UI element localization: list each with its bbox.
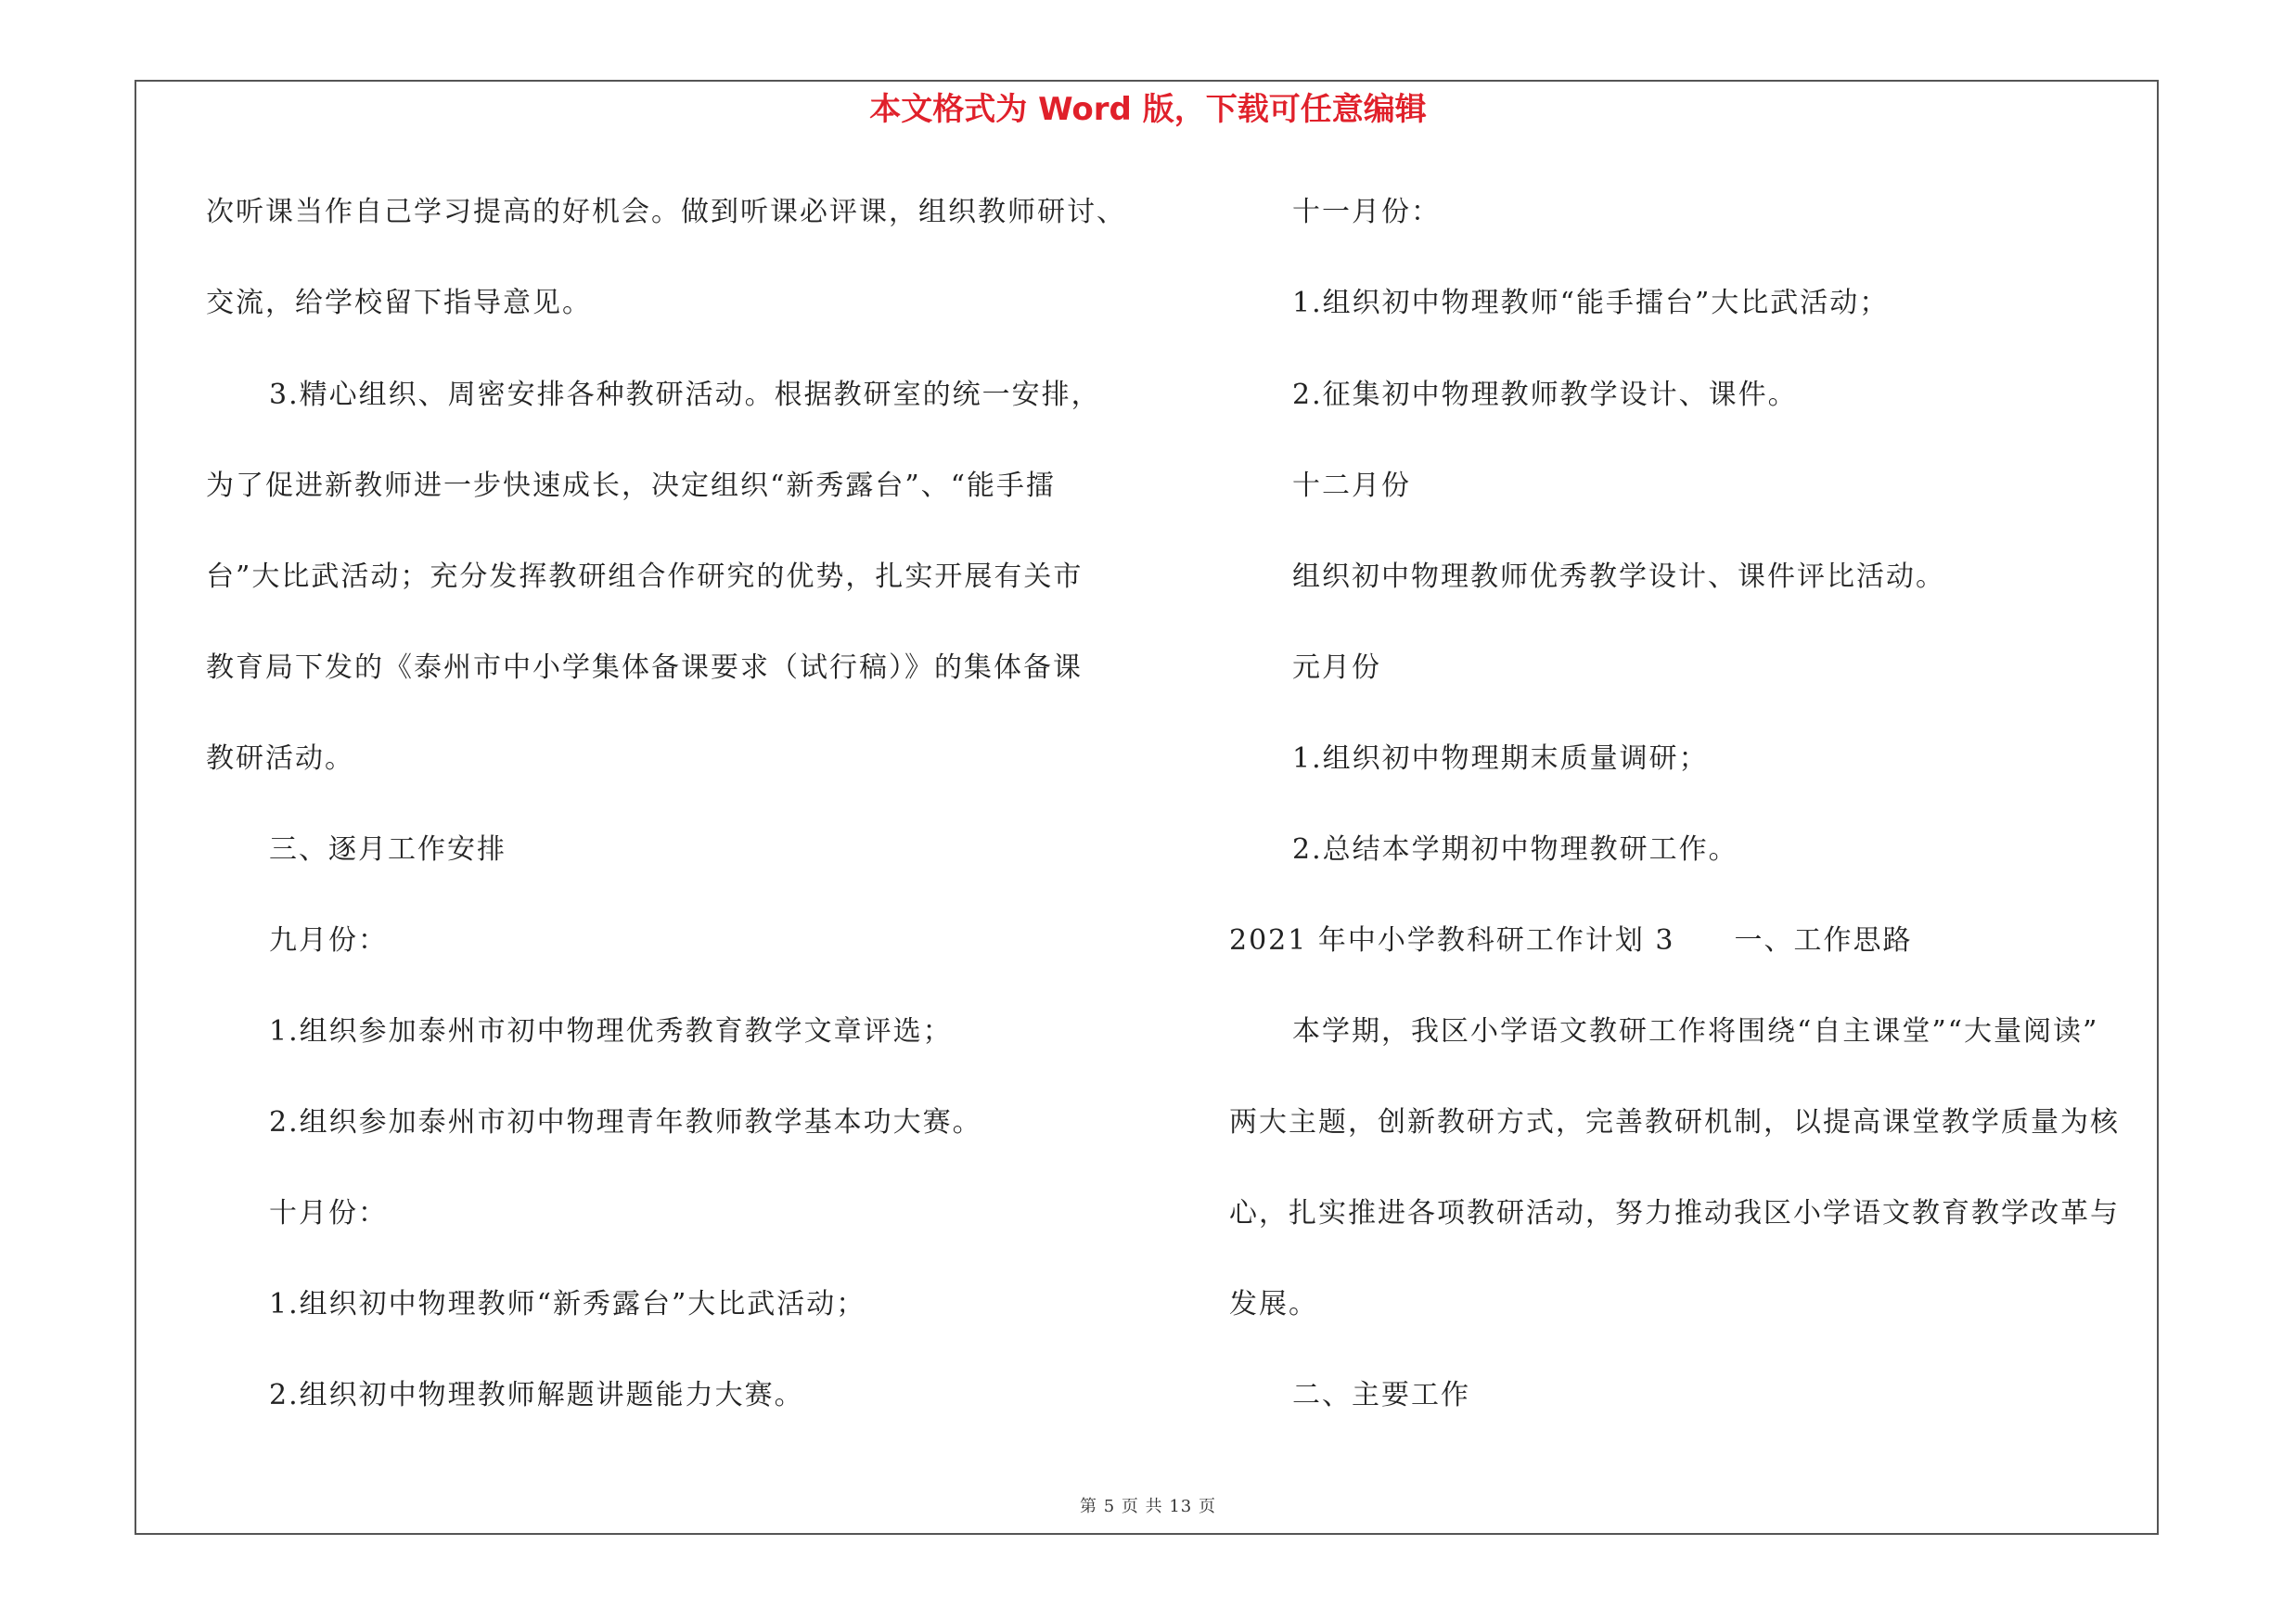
paragraph-line: 次听课当作自己学习提高的好机会。做到听课必评课，组织教师研讨、: [206, 196, 1126, 228]
document-title: 2021 年中小学教科研工作计划 3 一、工作思路: [1229, 924, 1913, 957]
list-item: 组织初中物理教师优秀教学设计、课件评比活动。: [1292, 560, 1945, 593]
month-heading: 十月份：: [269, 1197, 388, 1230]
paragraph-line: 教育局下发的《泰州市中小学集体备课要求（试行稿）》的集体备课: [206, 651, 1083, 684]
paragraph-line: 本学期，我区小学语文教研工作将围绕“自主课堂”“大量阅读”: [1292, 1015, 2099, 1048]
month-heading: 十二月份: [1292, 470, 1411, 502]
paragraph-line: 发展。: [1229, 1288, 1318, 1320]
list-item: 1.组织参加泰州市初中物理优秀教育教学文章评选；: [269, 1015, 953, 1048]
paragraph-line: 教研活动。: [206, 742, 354, 775]
paragraph-line: 3.精心组织、周密安排各种教研活动。根据教研室的统一安排，: [269, 379, 1101, 411]
paragraph-line: 心，扎实推进各项教研活动，努力推动我区小学语文教育教学改革与: [1229, 1197, 2120, 1230]
list-item: 2.组织参加泰州市初中物理青年教师教学基本功大赛。: [269, 1106, 982, 1139]
paragraph-line: 台”大比武活动；充分发挥教研组合作研究的优势，扎实开展有关市: [206, 560, 1084, 593]
format-banner: 本文格式为 Word 版，下载可任意编辑: [869, 91, 1427, 128]
section-heading: 二、主要工作: [1292, 1379, 1470, 1411]
paragraph-line: 两大主题，创新教研方式，完善教研机制，以提高课堂教学质量为核: [1229, 1106, 2120, 1139]
list-item: 1.组织初中物理教师“新秀露台”大比武活动；: [269, 1288, 866, 1320]
page-number-footer: 第 5 页 共 13 页: [1080, 1497, 1216, 1516]
list-item: 2.征集初中物理教师教学设计、课件。: [1292, 379, 1798, 411]
list-item: 2.组织初中物理教师解题讲题能力大赛。: [269, 1379, 804, 1411]
list-item: 1.组织初中物理期末质量调研；: [1292, 742, 1709, 775]
month-heading: 九月份：: [269, 924, 388, 957]
list-item: 1.组织初中物理教师“能手擂台”大比武活动；: [1292, 287, 1890, 319]
paragraph-line: 交流，给学校留下指导意见。: [206, 287, 592, 319]
month-heading: 十一月份：: [1292, 196, 1441, 228]
month-heading: 元月份: [1292, 651, 1381, 684]
section-heading: 三、逐月工作安排: [269, 833, 507, 866]
list-item: 2.总结本学期初中物理教研工作。: [1292, 833, 1738, 866]
paragraph-line: 为了促进新教师进一步快速成长，决定组织“新秀露台”、“能手擂: [206, 470, 1057, 502]
